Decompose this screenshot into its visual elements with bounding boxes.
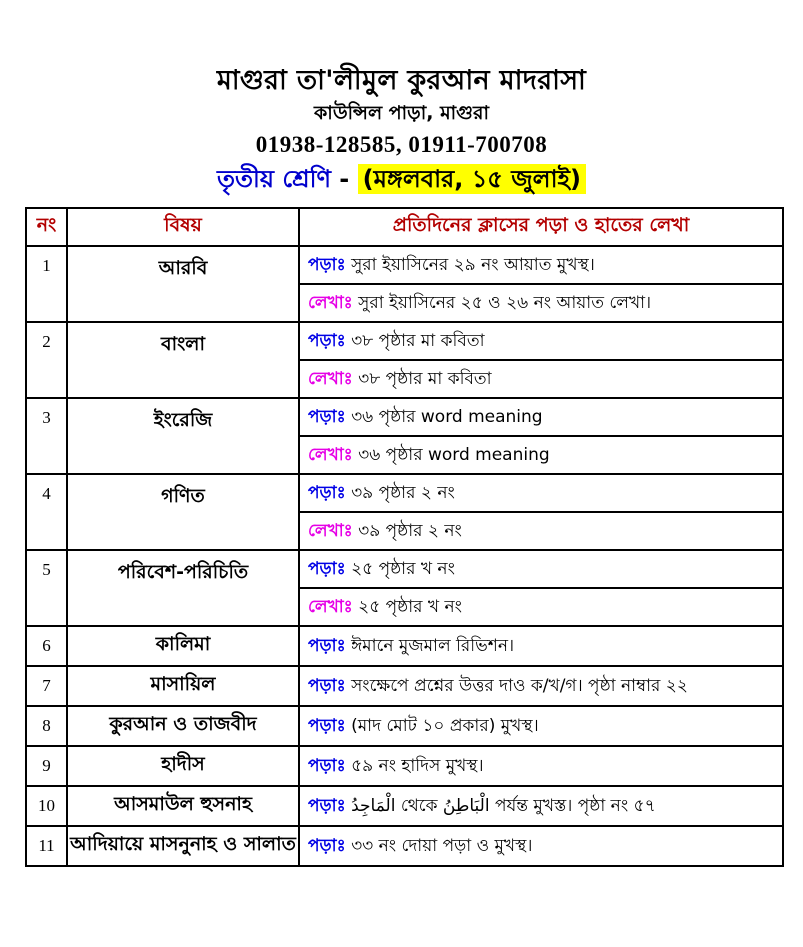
row-number: 7 (26, 666, 67, 706)
homework-cell (299, 512, 783, 550)
homework-text: ৩৯ পৃষ্ঠার ২ নং (351, 483, 455, 503)
pora-label: পড়াঃ (308, 676, 346, 696)
pora-label: পড়াঃ (308, 636, 346, 656)
homework-cell (299, 246, 783, 284)
homework-cell (299, 706, 783, 746)
class-name: তৃতীয় শ্রেণি (217, 165, 331, 193)
column-header-homework: প্রতিদিনের ক্লাসের পড়া ও হাতের লেখা (299, 208, 783, 246)
subject-cell: কুরআন ও তাজবীদ (67, 706, 299, 746)
table-row (26, 322, 783, 360)
homework-cell (299, 322, 783, 360)
homework-text: ৩৮ পৃষ্ঠার মা কবিতা (351, 331, 485, 351)
table-row (26, 550, 783, 588)
subject-cell: মাসায়িল (67, 666, 299, 706)
pora-label: পড়াঃ (308, 559, 346, 579)
lekha-label: লেখাঃ (308, 369, 353, 389)
homework-table (25, 207, 784, 867)
homework-text: ২৫ পৃষ্ঠার খ নং (358, 597, 462, 617)
table-row (26, 398, 783, 436)
homework-text: সংক্ষেপে প্রশ্নের উত্তর দাও ক/খ/গ। পৃষ্ঠা নাম্বার ২২ (351, 676, 688, 696)
pora-label: পড়াঃ (308, 796, 346, 816)
column-header-number: নং (26, 208, 67, 246)
homework-text: ২৫ পৃষ্ঠার খ নং (351, 559, 455, 579)
pora-label: পড়াঃ (308, 331, 346, 351)
lekha-label: লেখাঃ (308, 293, 353, 313)
table-row (26, 706, 783, 746)
homework-text: সুরা ইয়াসিনের ২৯ নং আয়াত মুখস্থ। (351, 255, 595, 275)
row-number: 3 (26, 398, 67, 474)
pora-label: পড়াঃ (308, 483, 346, 503)
homework-text: ৩৬ পৃষ্ঠার word meaning (358, 445, 550, 465)
homework-text: الْمَاجِدُ থেকে الْبَاطِنُ পর্যন্ত মুখস্ত। পৃষ্ঠা নং ৫৭ (351, 796, 656, 816)
homework-cell (299, 360, 783, 398)
pora-label: পড়াঃ (308, 716, 346, 736)
row-number: 1 (26, 246, 67, 322)
subject-cell: গণিত (67, 474, 299, 550)
homework-cell (299, 588, 783, 626)
table-row (26, 626, 783, 666)
table-row (26, 246, 783, 284)
table-row (26, 666, 783, 706)
class-separator: - (330, 165, 358, 193)
homework-text: ৫৯ নং হাদিস মুখস্থ। (351, 756, 484, 776)
row-number: 2 (26, 322, 67, 398)
class-line (0, 162, 803, 196)
table-row (26, 474, 783, 512)
row-number: 6 (26, 626, 67, 666)
homework-text: ৩৯ পৃষ্ঠার ২ নং (358, 521, 462, 541)
class-date-highlight: (মঙ্গলবার, ১৫ জুলাই) (358, 164, 586, 194)
subject-cell: আদিয়ায়ে মাসনুনাহ ও সালাত (67, 826, 299, 866)
homework-text: ৩৬ পৃষ্ঠার word meaning (351, 407, 543, 427)
subject-cell: আসমাউল হুসনাহ (67, 786, 299, 826)
homework-text: ৩৩ নং দোয়া পড়া ও মুখস্থ। (351, 836, 533, 856)
lekha-label: লেখাঃ (308, 521, 353, 541)
row-number: 9 (26, 746, 67, 786)
pora-label: পড়াঃ (308, 407, 346, 427)
homework-cell (299, 398, 783, 436)
table-header-row (26, 208, 783, 246)
school-name: মাগুরা তা'লীমুল কুরআন মাদরাসা (216, 65, 587, 96)
table-row (26, 786, 783, 826)
row-number: 11 (26, 826, 67, 866)
subject-cell: কালিমা (67, 626, 299, 666)
homework-text: (মাদ মোট ১০ প্রকার) মুখস্থ। (351, 716, 539, 736)
homework-cell (299, 826, 783, 866)
subject-cell: বাংলা (67, 322, 299, 398)
pora-label: পড়াঃ (308, 255, 346, 275)
column-header-subject: বিষয় (67, 208, 299, 246)
lekha-label: লেখাঃ (308, 597, 353, 617)
pora-label: পড়াঃ (308, 836, 346, 856)
homework-cell (299, 786, 783, 826)
row-number: 10 (26, 786, 67, 826)
homework-text: সুরা ইয়াসিনের ২৫ ও ২৬ নং আয়াত লেখা। (358, 293, 652, 313)
table-row (26, 746, 783, 786)
subject-cell: আরবি (67, 246, 299, 322)
subject-cell: পরিবেশ-পরিচিতি (67, 550, 299, 626)
school-address: কাউন্সিল পাড়া, মাগুরা (314, 102, 489, 124)
homework-cell (299, 746, 783, 786)
pora-label: পড়াঃ (308, 756, 346, 776)
homework-cell (299, 436, 783, 474)
row-number: 4 (26, 474, 67, 550)
row-number: 8 (26, 706, 67, 746)
homework-cell (299, 666, 783, 706)
homework-cell (299, 284, 783, 322)
homework-cell (299, 550, 783, 588)
homework-text: ৩৮ পৃষ্ঠার মা কবিতা (358, 369, 492, 389)
homework-cell (299, 474, 783, 512)
subject-cell: হাদীস (67, 746, 299, 786)
phone-numbers: 01938-128585, 01911-700708 (255, 132, 548, 157)
document-header (0, 0, 803, 196)
homework-cell (299, 626, 783, 666)
homework-text: ঈমানে মুজমাল রিভিশন। (351, 636, 515, 656)
table-row (26, 826, 783, 866)
row-number: 5 (26, 550, 67, 626)
lekha-label: লেখাঃ (308, 445, 353, 465)
subject-cell: ইংরেজি (67, 398, 299, 474)
